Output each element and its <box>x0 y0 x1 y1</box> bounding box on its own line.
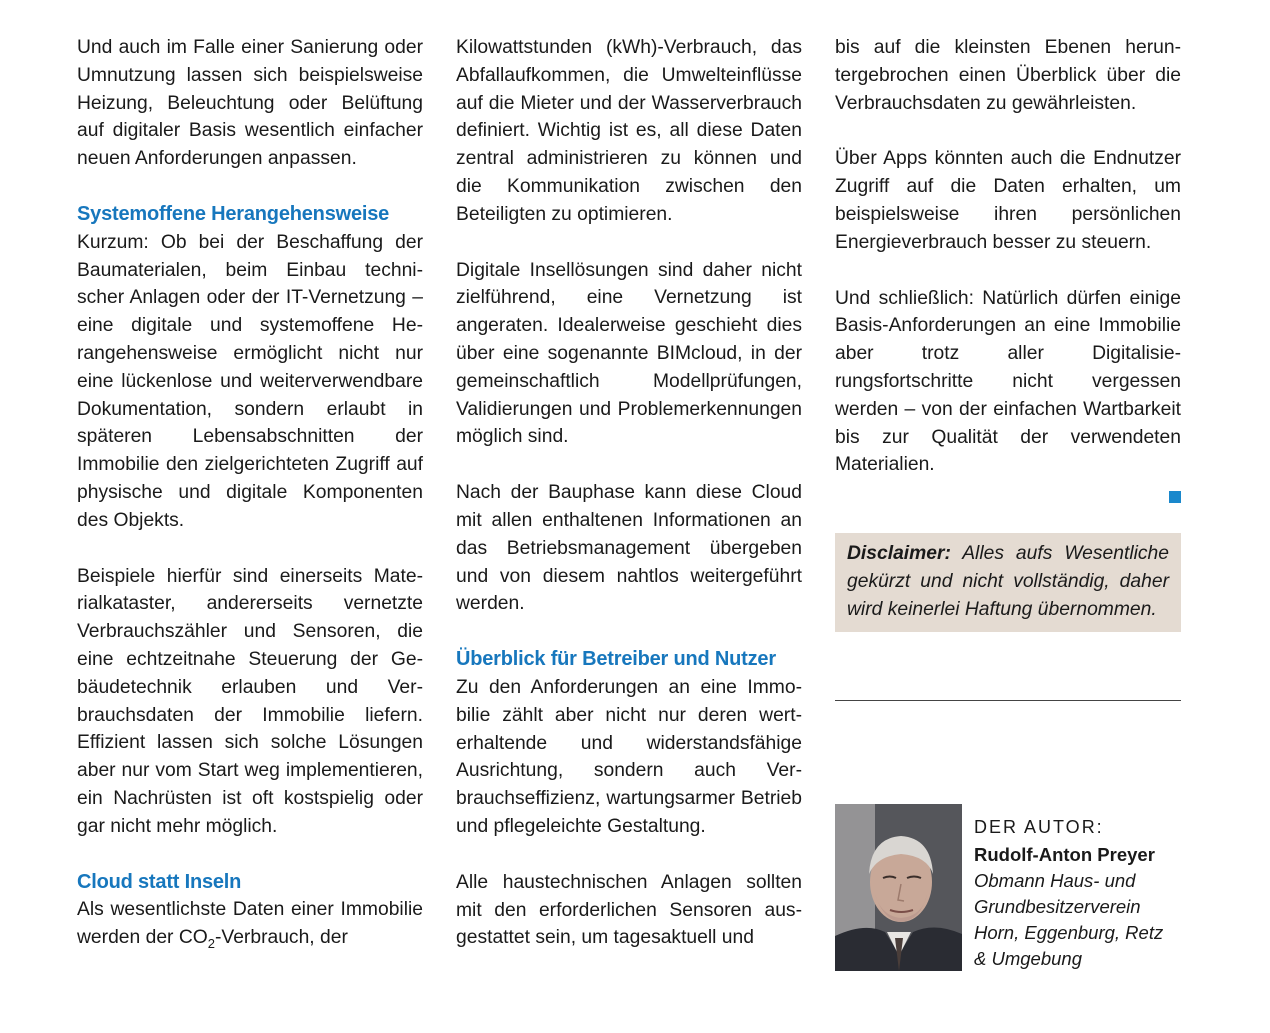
article-end-marker <box>1169 491 1181 503</box>
paragraph: Alle haustechnischen Anlagen sollten mit den erforderlichen Sensoren ausgestattet sein, um tagesaktuell und <box>456 871 802 949</box>
author-name: Rudolf-Anton Preyer <box>974 844 1155 865</box>
author-role: & Umgebung <box>974 948 1082 969</box>
author-role: Obmann Haus- und <box>974 870 1136 891</box>
text-column-3 <box>835 34 1181 701</box>
paragraph-text: Als wesentlichste Daten einer Immobilie werden der CO <box>77 899 423 949</box>
paragraph: Kilowattstunden (kWh)-Verbrauch, das Abfallaufkommen, die Umwelteinflüsse auf die Mieter und der Wasserverbrauch definiert. Wichtig ist es, all diese Daten zentral administrieren zu können und die Kommunikation zwischen den Beteiligten zu optimieren. <box>456 37 802 225</box>
author-info <box>974 814 1184 972</box>
paragraph: Über Apps könnten auch die Endnutzer Zugriff auf die Daten erhalten, um beispielsweise ihren persönlichen Energieverbrauch besser zu steuern. <box>835 148 1181 253</box>
paragraph: Zu den Anforderungen an eine Immobilie zählt aber nicht nur deren werterhaltende und widerstandsfähige Ausrichtung, sondern auch Verbrauchseffizienz, wartungsarmer Betrieb und pflegeleichte Gestaltung. <box>456 676 802 837</box>
section-heading: Überblick für Betreiber und Nutzer <box>456 648 776 671</box>
text-column-2 <box>456 34 802 952</box>
paragraph: bis auf die kleinsten Ebenen heruntergebrochen einen Überblick über die Verbrauchsdaten zu gewährleisten. <box>835 37 1181 114</box>
paragraph-text: -Verbrauch, der <box>214 927 348 949</box>
author-role: Grundbesitzerverein <box>974 896 1141 917</box>
author-box <box>835 804 1181 972</box>
text-column-1 <box>77 34 423 952</box>
paragraph: Beispiele hierfür sind einerseits Materialkataster, andererseits vernetzte Verbrauchszähler und Sensoren, die eine echtzeitnahe Steuerung der Gebäudetechnik erlauben und Verbrauchsdaten der Immobilie liefern. Effizient lassen sich solche Lösungen aber nur vom Start weg implementieren, ein Nachrüsten ist oft kostspielig oder gar nicht mehr möglich. <box>77 565 423 837</box>
paragraph: Digitale Insellösungen sind daher nicht zielführend, eine Vernetzung ist angeraten. Idealerweise geschieht dies über eine sogenannte BIMcloud, in der gemeinschaftlich Modellprüfungen, Validierungen und Problemerkennungen möglich sind. <box>456 259 802 448</box>
disclaimer-text: Alles aufs Wesentliche gekürzt und nicht vollständig, daher wird keinerlei Haftung übernommen. <box>847 543 1169 620</box>
paragraph: Nach der Bauphase kann diese Cloud mit allen enthaltenen Informationen an das Betriebsmanagement übergeben und von diesem nahtlos weitergeführt werden. <box>456 482 802 615</box>
disclaimer-box <box>835 533 1181 631</box>
divider <box>835 700 1181 701</box>
paragraph: Und schließlich: Natürlich dürfen einige Basis-Anforderungen an eine Immobilie aber trotz aller Digitalisierungsfortschritte nicht vergessen werden – von der einfachen Wartbarkeit bis zur Qualität der verwendeten Materialien. <box>835 287 1181 476</box>
section-heading: Cloud statt Inseln <box>77 870 242 893</box>
subscript: 2 <box>207 935 215 951</box>
paragraph <box>77 896 423 952</box>
paragraph: Und auch im Falle einer Sanierung oder Umnutzung lassen sich beispielsweise Heizung, Beleuchtung oder Belüftung auf digitaler Basis wesentlich einfacher neuen Anforderungen anpassen. <box>77 37 423 170</box>
paragraph: Kurzum: Ob bei der Beschaffung der Baumaterialen, beim Einbau technischer Anlagen oder der IT-Vernetzung – eine digitale und systemoffene Herangehensweise ermöglicht nicht nur eine lückenlose und weiterverwendbare Dokumentation, sondern erlaubt in späteren Lebensabschnitten der Immobilie den zielgerichteten Zugriff auf physische und digitale Komponenten des Objekts. <box>77 231 423 531</box>
section-heading: Systemoffene Herangehensweise <box>77 202 390 225</box>
author-label: DER AUTOR: <box>974 817 1104 837</box>
author-role: Horn, Eggenburg, Retz <box>974 922 1164 943</box>
author-photo <box>835 804 962 971</box>
disclaimer-label: Disclaimer: <box>847 543 951 565</box>
